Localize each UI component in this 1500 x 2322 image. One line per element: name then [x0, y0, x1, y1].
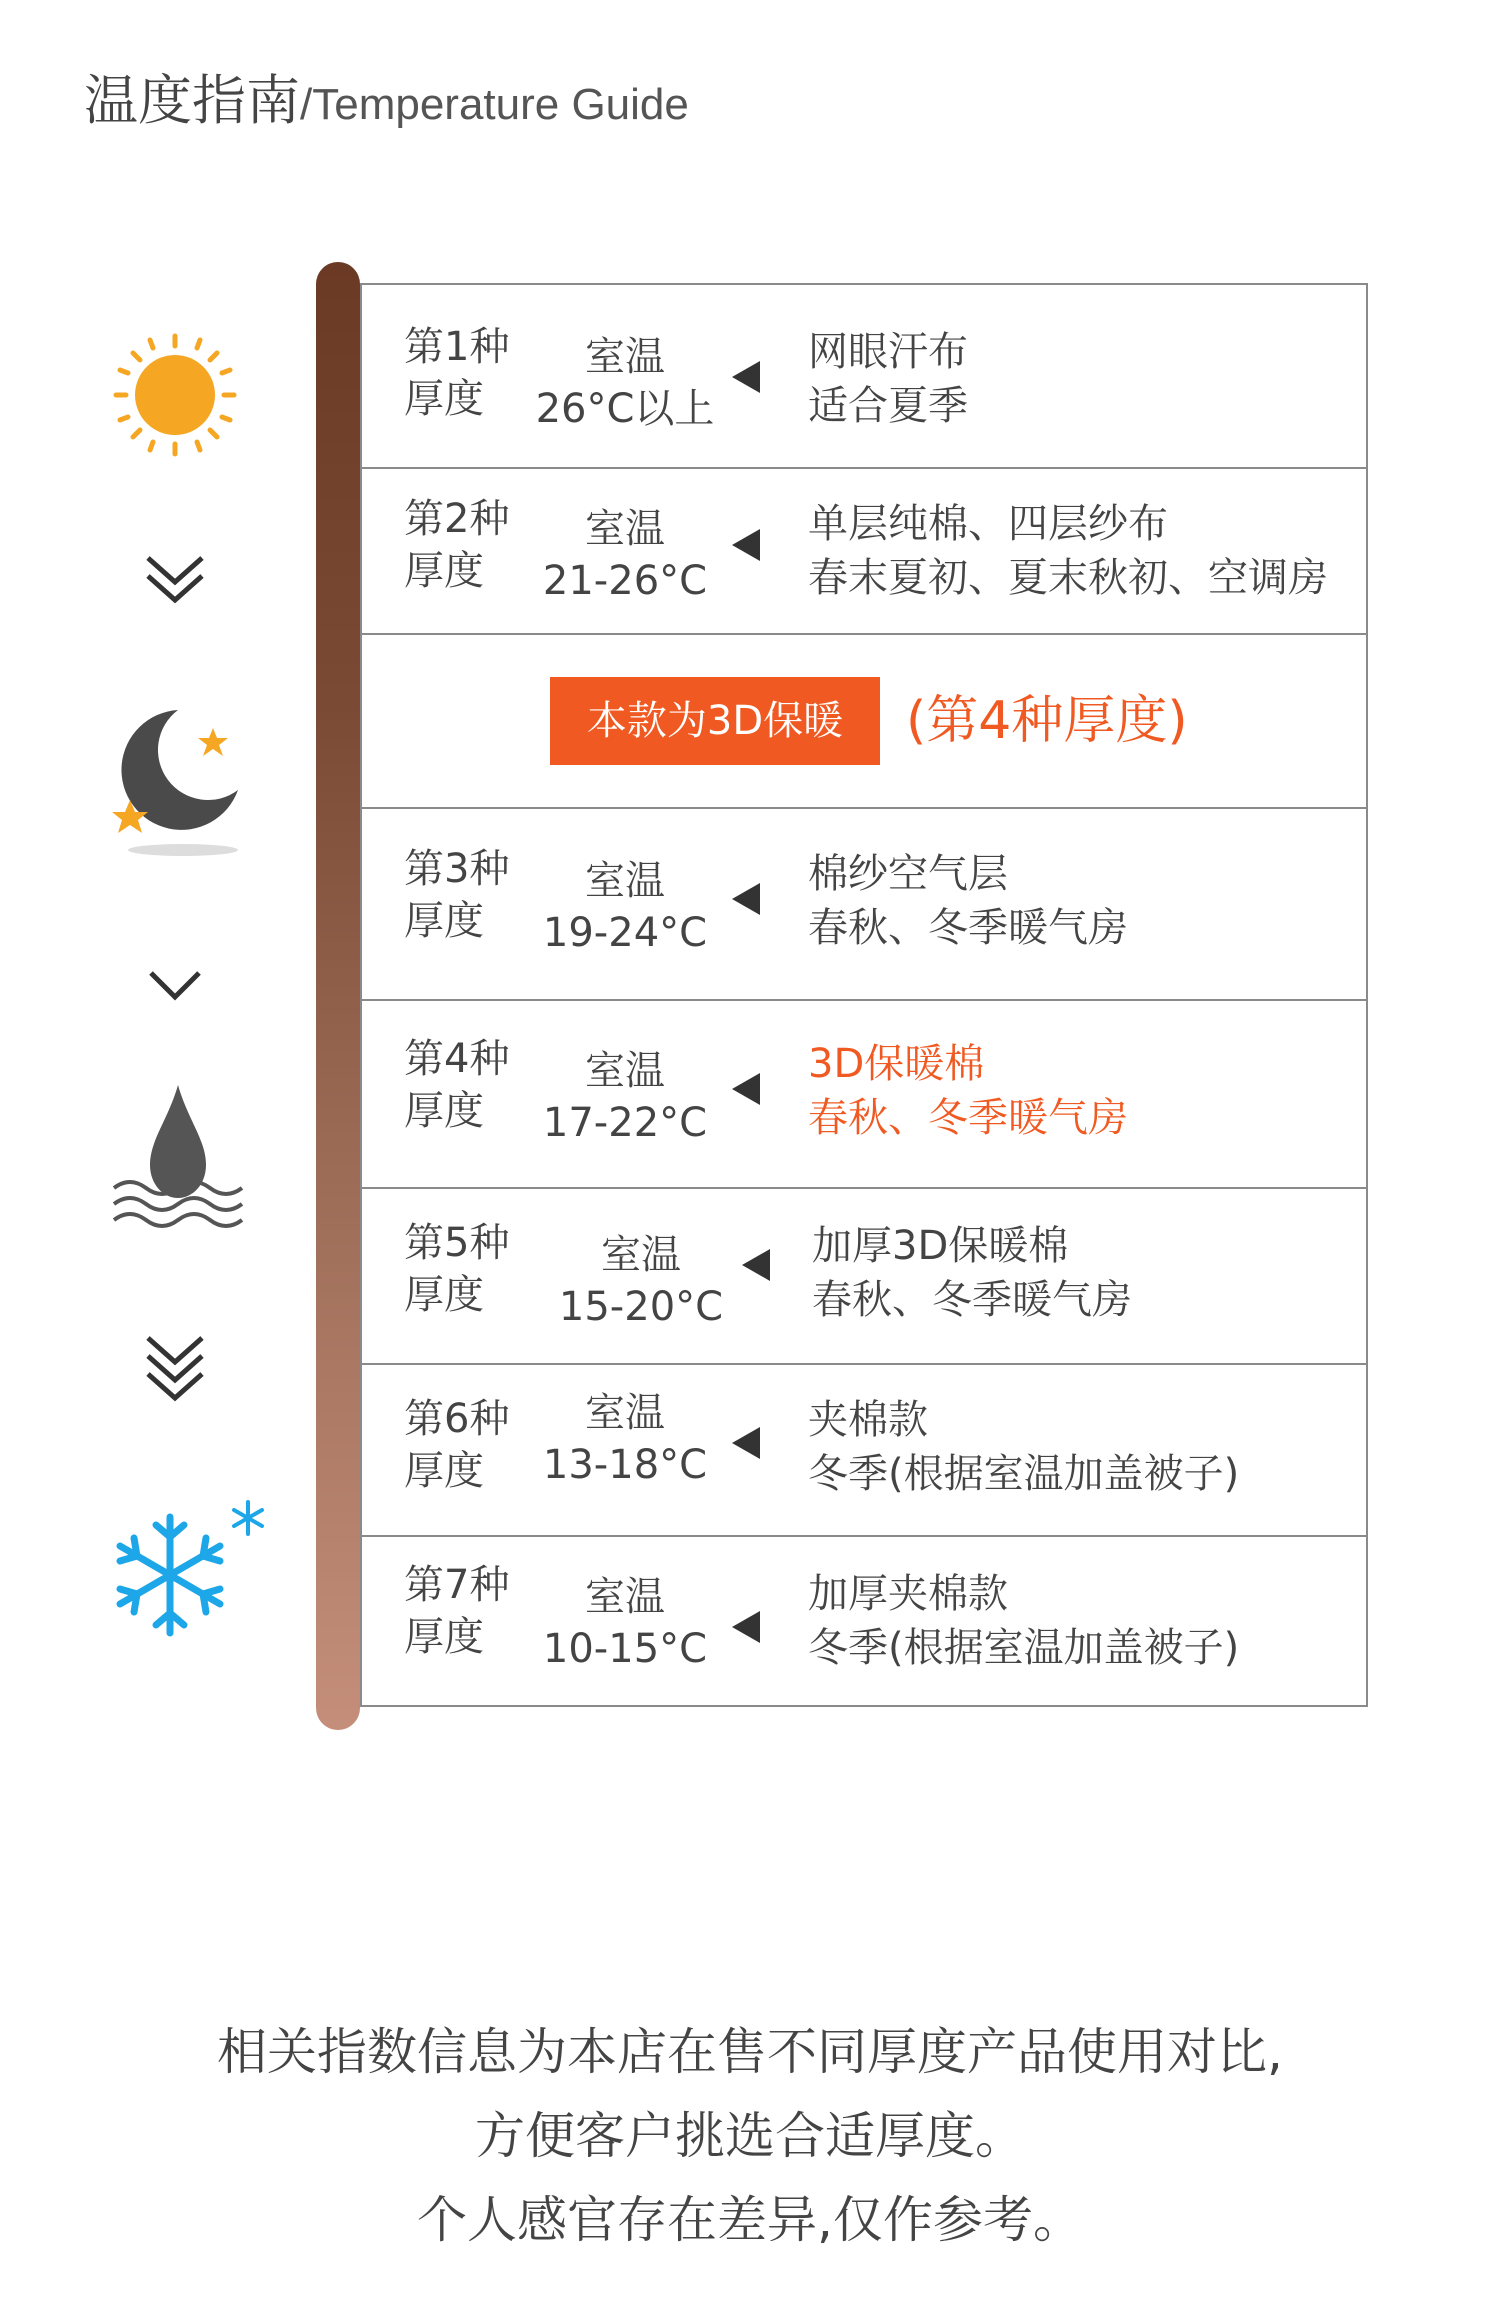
left-arrow-icon: [732, 1427, 760, 1459]
row-kind: 第1种 厚度: [404, 324, 510, 422]
table-row: [362, 285, 1366, 469]
row-desc: 网眼汗布 适合夏季: [808, 329, 968, 429]
sun-icon: [110, 330, 240, 460]
table-row: [362, 469, 1366, 635]
row-temp: 室温 19-24°C: [542, 858, 708, 956]
table-row: [362, 1537, 1366, 1709]
row-kind: 第5种 厚度: [404, 1220, 510, 1318]
row-desc: 加厚夹棉款 冬季(根据室温加盖被子): [808, 1571, 1240, 1671]
row-kind: 第7种 厚度: [404, 1562, 510, 1660]
water-drop-icon: [108, 1080, 248, 1230]
row-desc: 加厚3D保暖棉 春秋、冬季暖气房: [812, 1223, 1132, 1323]
highlight-row: [362, 635, 1366, 809]
row-desc: 夹棉款 冬季(根据室温加盖被子): [808, 1397, 1240, 1497]
title-english: /Temperature Guide: [300, 80, 689, 129]
table-row-current: [362, 1001, 1366, 1189]
footer-line: 个人感官存在差异,仅作参考。: [417, 2191, 1083, 2249]
title-chinese: 温度指南: [84, 69, 300, 132]
product-badge: 本款为3D保暖: [550, 677, 880, 765]
row-temp: 室温 26°C以上: [535, 334, 715, 432]
row-temp: 室温 10-15°C: [542, 1574, 708, 1672]
product-thickness-note: (第4种厚度): [906, 691, 1188, 751]
double-chevron-down-icon: [140, 1330, 210, 1410]
left-arrow-icon: [732, 529, 760, 561]
table-row: [362, 1365, 1366, 1537]
row-kind: 第2种 厚度: [404, 496, 510, 594]
footer-line: 方便客户挑选合适厚度。: [475, 2107, 1025, 2165]
page-title: [84, 58, 689, 130]
left-arrow-icon: [732, 883, 760, 915]
thickness-table: [360, 283, 1368, 1707]
left-arrow-icon: [732, 361, 760, 393]
row-temp: 室温 17-22°C: [542, 1048, 708, 1146]
footer-line: 相关指数信息为本店在售不同厚度产品使用对比,: [217, 2023, 1283, 2081]
row-temp: 室温 15-20°C: [558, 1232, 724, 1330]
row-desc: 棉纱空气层 春秋、冬季暖气房: [808, 851, 1128, 951]
row-kind: 第4种 厚度: [404, 1036, 510, 1134]
row-kind: 第6种 厚度: [404, 1396, 510, 1494]
temperature-gradient-bar: [316, 262, 360, 1730]
table-row: [362, 809, 1366, 1001]
left-arrow-icon: [732, 1073, 760, 1105]
row-temp: 室温 13-18°C: [542, 1390, 708, 1488]
left-arrow-icon: [742, 1249, 770, 1281]
left-arrow-icon: [732, 1611, 760, 1643]
row-kind: 第3种 厚度: [404, 846, 510, 944]
snowflake-icon: [108, 1490, 278, 1640]
table-row: [362, 1189, 1366, 1365]
moon-star-icon: [108, 700, 248, 860]
double-chevron-down-icon: [140, 550, 210, 610]
row-temp: 室温 21-26°C: [542, 506, 708, 604]
footer-note: [0, 2010, 1500, 2262]
chevron-down-icon: [145, 965, 205, 1005]
row-desc-highlighted: 3D保暖棉 春秋、冬季暖气房: [808, 1041, 1128, 1141]
row-desc: 单层纯棉、四层纱布 春末夏初、夏末秋初、空调房: [808, 501, 1328, 601]
